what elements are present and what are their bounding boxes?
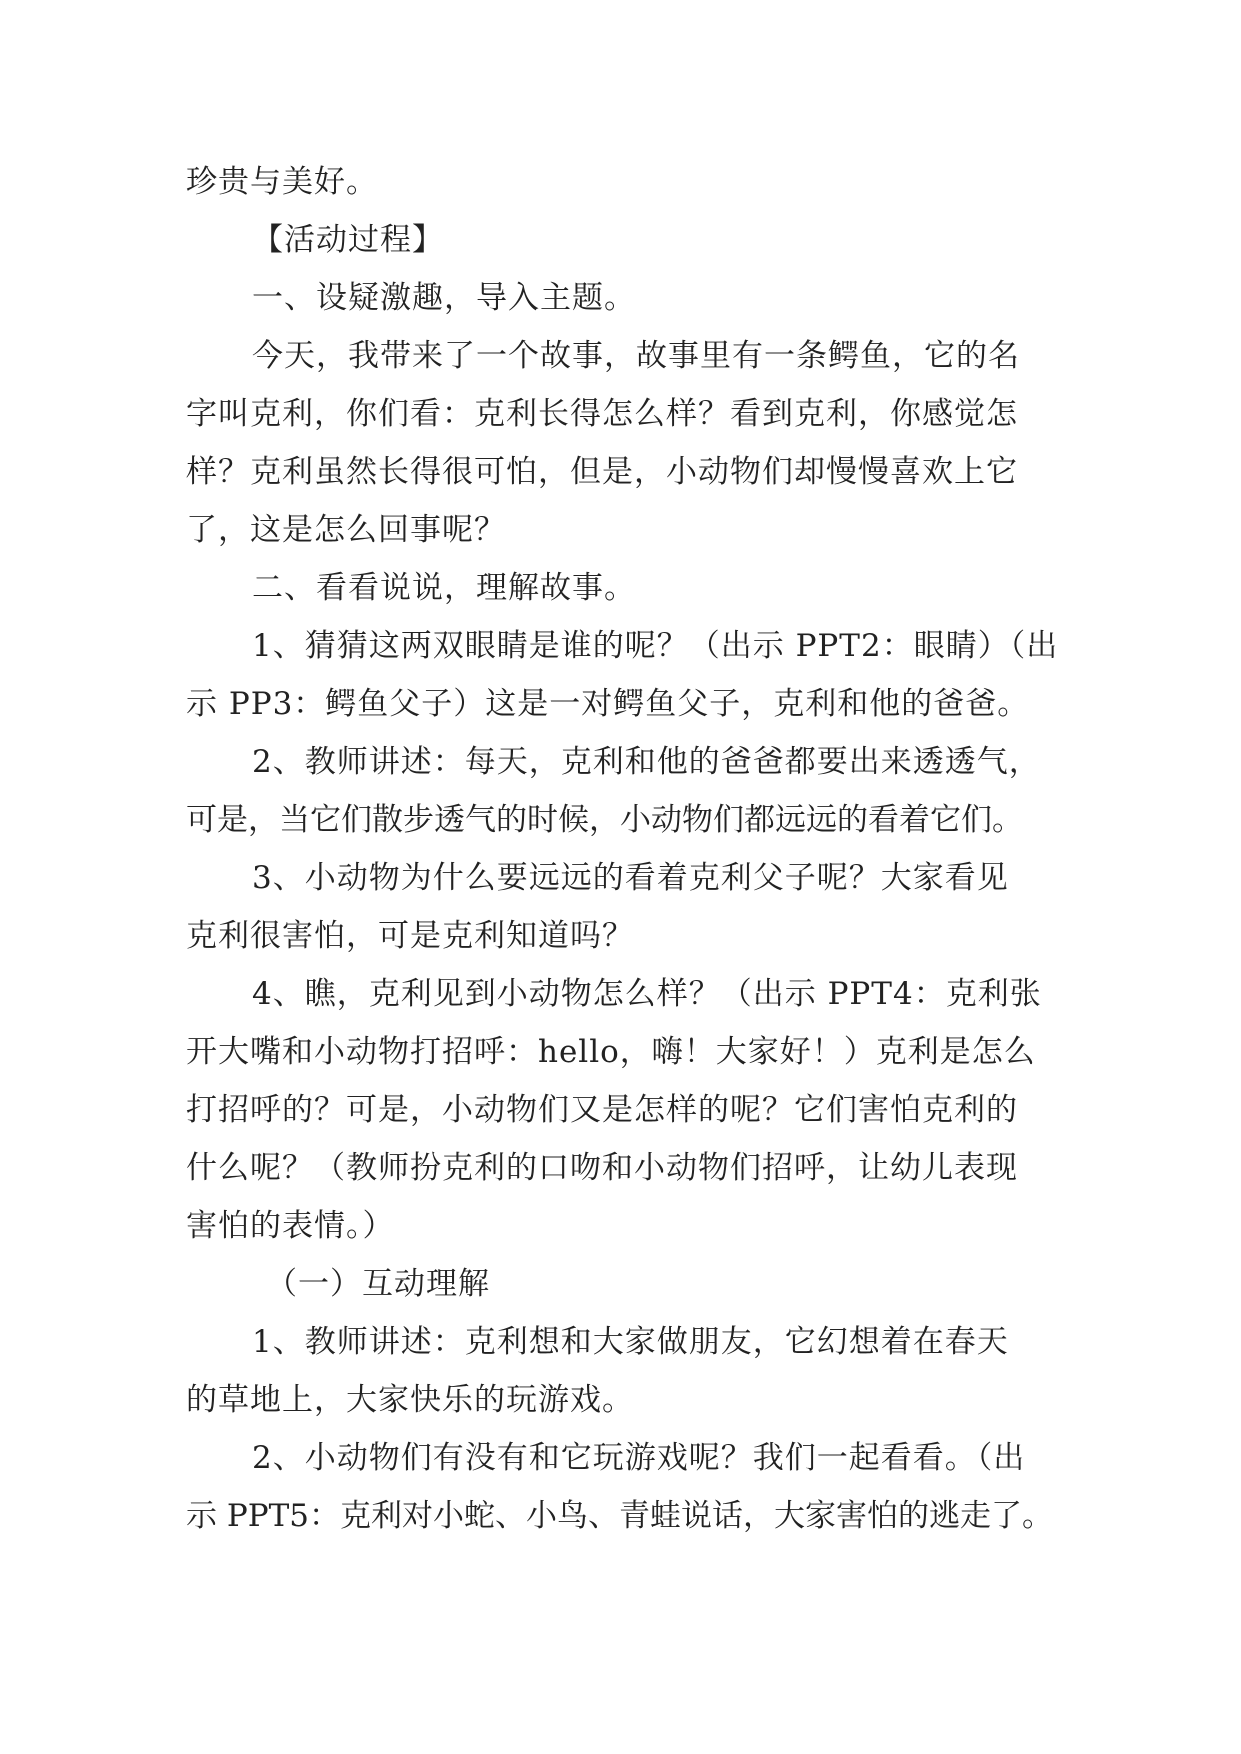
section-heading: 一、设疑激趣，导入主题。 (252, 280, 636, 316)
text-line: 害怕的表情。） (186, 1208, 395, 1244)
text-line: 示 PPT5：克利对小蛇、小鸟、青蛙说话，大家害怕的逃走了。 (186, 1498, 1053, 1534)
text-line: 珍贵与美好。 (186, 164, 378, 200)
text-line: 2、教师讲述：每天，克利和他的爸爸都要出来透透气， (252, 744, 1041, 780)
text-line: 1、猜猜这两双眼睛是谁的呢？（出示 PPT2：眼睛）（出 (252, 628, 1059, 664)
text-line: 今天，我带来了一个故事，故事里有一条鳄鱼，它的名 (252, 338, 1020, 374)
text-line: 示 PP3：鳄鱼父子）这是一对鳄鱼父子，克利和他的爸爸。 (186, 686, 1030, 722)
text-line: 可是，当它们散步透气的时候，小动物们都远远的看着它们。 (186, 802, 1023, 838)
text-line: 字叫克利，你们看：克利长得怎么样？看到克利，你感觉怎 (186, 396, 1018, 432)
text-line: 2、小动物们有没有和它玩游戏呢？我们一起看看。（出 (252, 1440, 1026, 1476)
text-line: 1、教师讲述：克利想和大家做朋友，它幻想着在春天 (252, 1324, 1009, 1360)
text-line: 4、瞧，克利见到小动物怎么样？（出示 PPT4：克利张 (252, 976, 1042, 1012)
text-line: 样？克利虽然长得很可怕，但是，小动物们却慢慢喜欢上它 (186, 454, 1018, 490)
section-heading: 【活动过程】 (252, 222, 444, 258)
section-heading: 二、看看说说，理解故事。 (252, 570, 636, 606)
text-line: 的草地上，大家快乐的玩游戏。 (186, 1382, 634, 1418)
text-line: 了，这是怎么回事呢？ (186, 512, 506, 548)
text-line: 打招呼的？可是，小动物们又是怎样的呢？它们害怕克利的 (186, 1092, 1018, 1128)
text-line: 什么呢？（教师扮克利的口吻和小动物们招呼，让幼儿表现 (186, 1150, 1018, 1186)
document-body (186, 153, 1059, 1545)
section-heading: （一）互动理解 (266, 1266, 490, 1302)
text-line: 3、小动物为什么要远远的看着克利父子呢？大家看见 (252, 860, 1009, 896)
text-line: 克利很害怕，可是克利知道吗？ (186, 918, 634, 954)
text-line: 开大嘴和小动物打招呼：hello，嗨！大家好！）克利是怎么 (186, 1034, 1036, 1070)
